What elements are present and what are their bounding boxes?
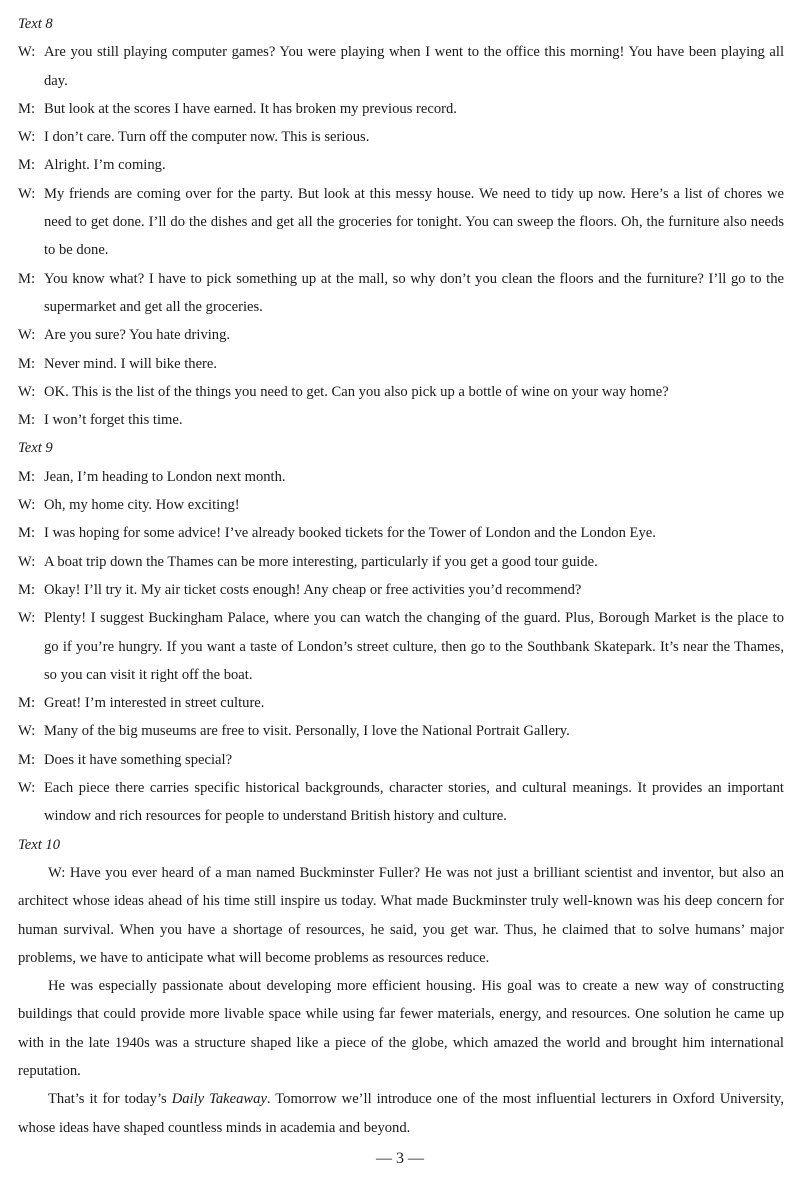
dialogue-line: [18, 378, 784, 406]
utterance: I don’t care. Turn off the computer now. This is serious.: [44, 129, 370, 146]
utterance: Are you sure? You hate driving.: [44, 327, 231, 344]
dialogue-line: [18, 350, 784, 378]
dialogue-line: [18, 491, 784, 519]
dialogue-line: [18, 576, 784, 604]
dialogue-line: [18, 151, 784, 179]
speaker-label: M:: [18, 751, 36, 768]
utterance: Jean, I’m heading to London next month.: [44, 468, 286, 485]
dialogue-line: [18, 123, 784, 151]
speaker-label: W:: [18, 185, 36, 202]
text-9-dialogue: [18, 463, 784, 831]
speaker-label: M:: [18, 525, 36, 542]
dialogue-line: [18, 774, 784, 831]
paragraph: He was especially passionate about developing more efficient housing. His goal was to create a new way of constructing buildings that could provide more livable space while using far fewer materials, energy, and resources. One solution he came up with in the late 1940s was a structure shaped like a piece of the globe, which amazed the world and brought him international reputation.: [18, 978, 784, 1079]
speaker-label: M:: [18, 100, 36, 117]
speaker-label: W:: [18, 553, 36, 570]
dialogue-line: [18, 746, 784, 774]
speaker-label: M:: [18, 695, 36, 712]
dialogue-line: [18, 406, 784, 434]
utterance: I was hoping for some advice! I’ve already booked tickets for the Tower of London and the London Eye.: [44, 525, 656, 542]
utterance: You know what? I have to pick something up at the mall, so why don’t you clean the floors and the furniture? I’ll go to the supermarket and get all the groceries.: [44, 270, 784, 315]
speaker-label: W:: [18, 780, 36, 797]
text-10-monologue: [18, 859, 784, 1142]
speaker-label: M:: [18, 270, 36, 287]
utterance: Each piece there carries specific historical backgrounds, character stories, and cultural meanings. It provides an important window and rich resources for people to understand British history and culture.: [44, 780, 784, 825]
dialogue-line: [18, 463, 784, 491]
program-name: Daily Takeaway: [171, 1091, 267, 1108]
dialogue-line: [18, 717, 784, 745]
utterance: But look at the scores I have earned. It has broken my previous record.: [44, 100, 457, 117]
section-title-text-10: Text 10: [18, 836, 61, 853]
utterance: Never mind. I will bike there.: [44, 355, 218, 372]
dialogue-line: [18, 689, 784, 717]
speaker-label: M:: [18, 581, 36, 598]
utterance: I won’t forget this time.: [44, 412, 183, 429]
dialogue-line: [18, 180, 784, 265]
utterance: Are you still playing computer games? You were playing when I went to the office this morning! You have been playing all day.: [44, 44, 784, 89]
section-title-text-8: Text 8: [18, 16, 53, 32]
utterance: Okay! I’ll try it. My air ticket costs enough! Any cheap or free activities you’d recommend?: [44, 581, 582, 598]
dialogue-line: [18, 548, 784, 576]
dialogue-line: [18, 95, 784, 123]
dialogue-line: [18, 604, 784, 689]
utterance: Alright. I’m coming.: [44, 157, 166, 174]
utterance: Does it have something special?: [44, 751, 233, 768]
speaker-label: M:: [18, 468, 36, 485]
speaker-label: W:: [18, 383, 36, 400]
utterance: OK. This is the list of the things you need to get. Can you also pick up a bottle of wine on your way home?: [44, 383, 669, 400]
speaker-label: W:: [18, 723, 36, 740]
utterance: Many of the big museums are free to visit. Personally, I love the National Portrait Gallery.: [44, 723, 570, 740]
speaker-label: M:: [18, 157, 36, 174]
utterance: A boat trip down the Thames can be more interesting, particularly if you get a good tour guide.: [44, 553, 598, 570]
paragraph-text: . Tomorrow we’ll introduce one of the most influential lecturers in Oxford University, whose ideas have shaped countless minds in academia and beyond.: [18, 1091, 785, 1136]
speaker-label: W:: [18, 610, 36, 627]
utterance: Oh, my home city. How exciting!: [44, 497, 240, 514]
paragraph-text: That’s it for today’s: [48, 1091, 172, 1108]
dialogue-line: [18, 321, 784, 349]
dialogue-line: [18, 38, 784, 95]
speaker-label: W:: [18, 129, 36, 146]
utterance: Plenty! I suggest Buckingham Palace, where you can watch the changing of the guard. Plus, Borough Market is the place to go if you’re hungry. If you want a taste of London’s street culture, then go to the Southbank Skatepark. It’s near the Thames, so you can visit it right off the boat.: [44, 610, 784, 683]
paragraph: [18, 1085, 784, 1142]
text-8-dialogue: [18, 38, 784, 434]
dialogue-line: [18, 519, 784, 547]
speaker-label: W:: [18, 497, 36, 514]
dialogue-line: [18, 265, 784, 322]
utterance: Great! I’m interested in street culture.: [44, 695, 265, 712]
utterance: My friends are coming over for the party. But look at this messy house. We need to tidy up now. Here’s a list of chores we need to get done. I’ll do the dishes and get all the groceries for tonight. You can sweep the floors. Oh, the furniture also needs to be done.: [44, 185, 784, 259]
speaker-label: W:: [18, 327, 36, 344]
page-number: — 3 —: [376, 1150, 424, 1167]
section-title-text-9: Text 9: [18, 440, 53, 457]
speaker-label: W:: [18, 44, 36, 61]
paragraph: W: Have you ever heard of a man named Buckminster Fuller? He was not just a brilliant scientist and inventor, but also an architect whose ideas ahead of his time still inspire us today. What made Buckminster truly well-known was his deep concern for human survival. When you have a shortage of resources, he said, you get war. Thus, he claimed that to solve humans’ major problems, we have to anticipate what will become problems as resources reduce.: [18, 864, 784, 966]
speaker-label: M:: [18, 412, 36, 429]
speaker-label: M:: [18, 355, 36, 372]
